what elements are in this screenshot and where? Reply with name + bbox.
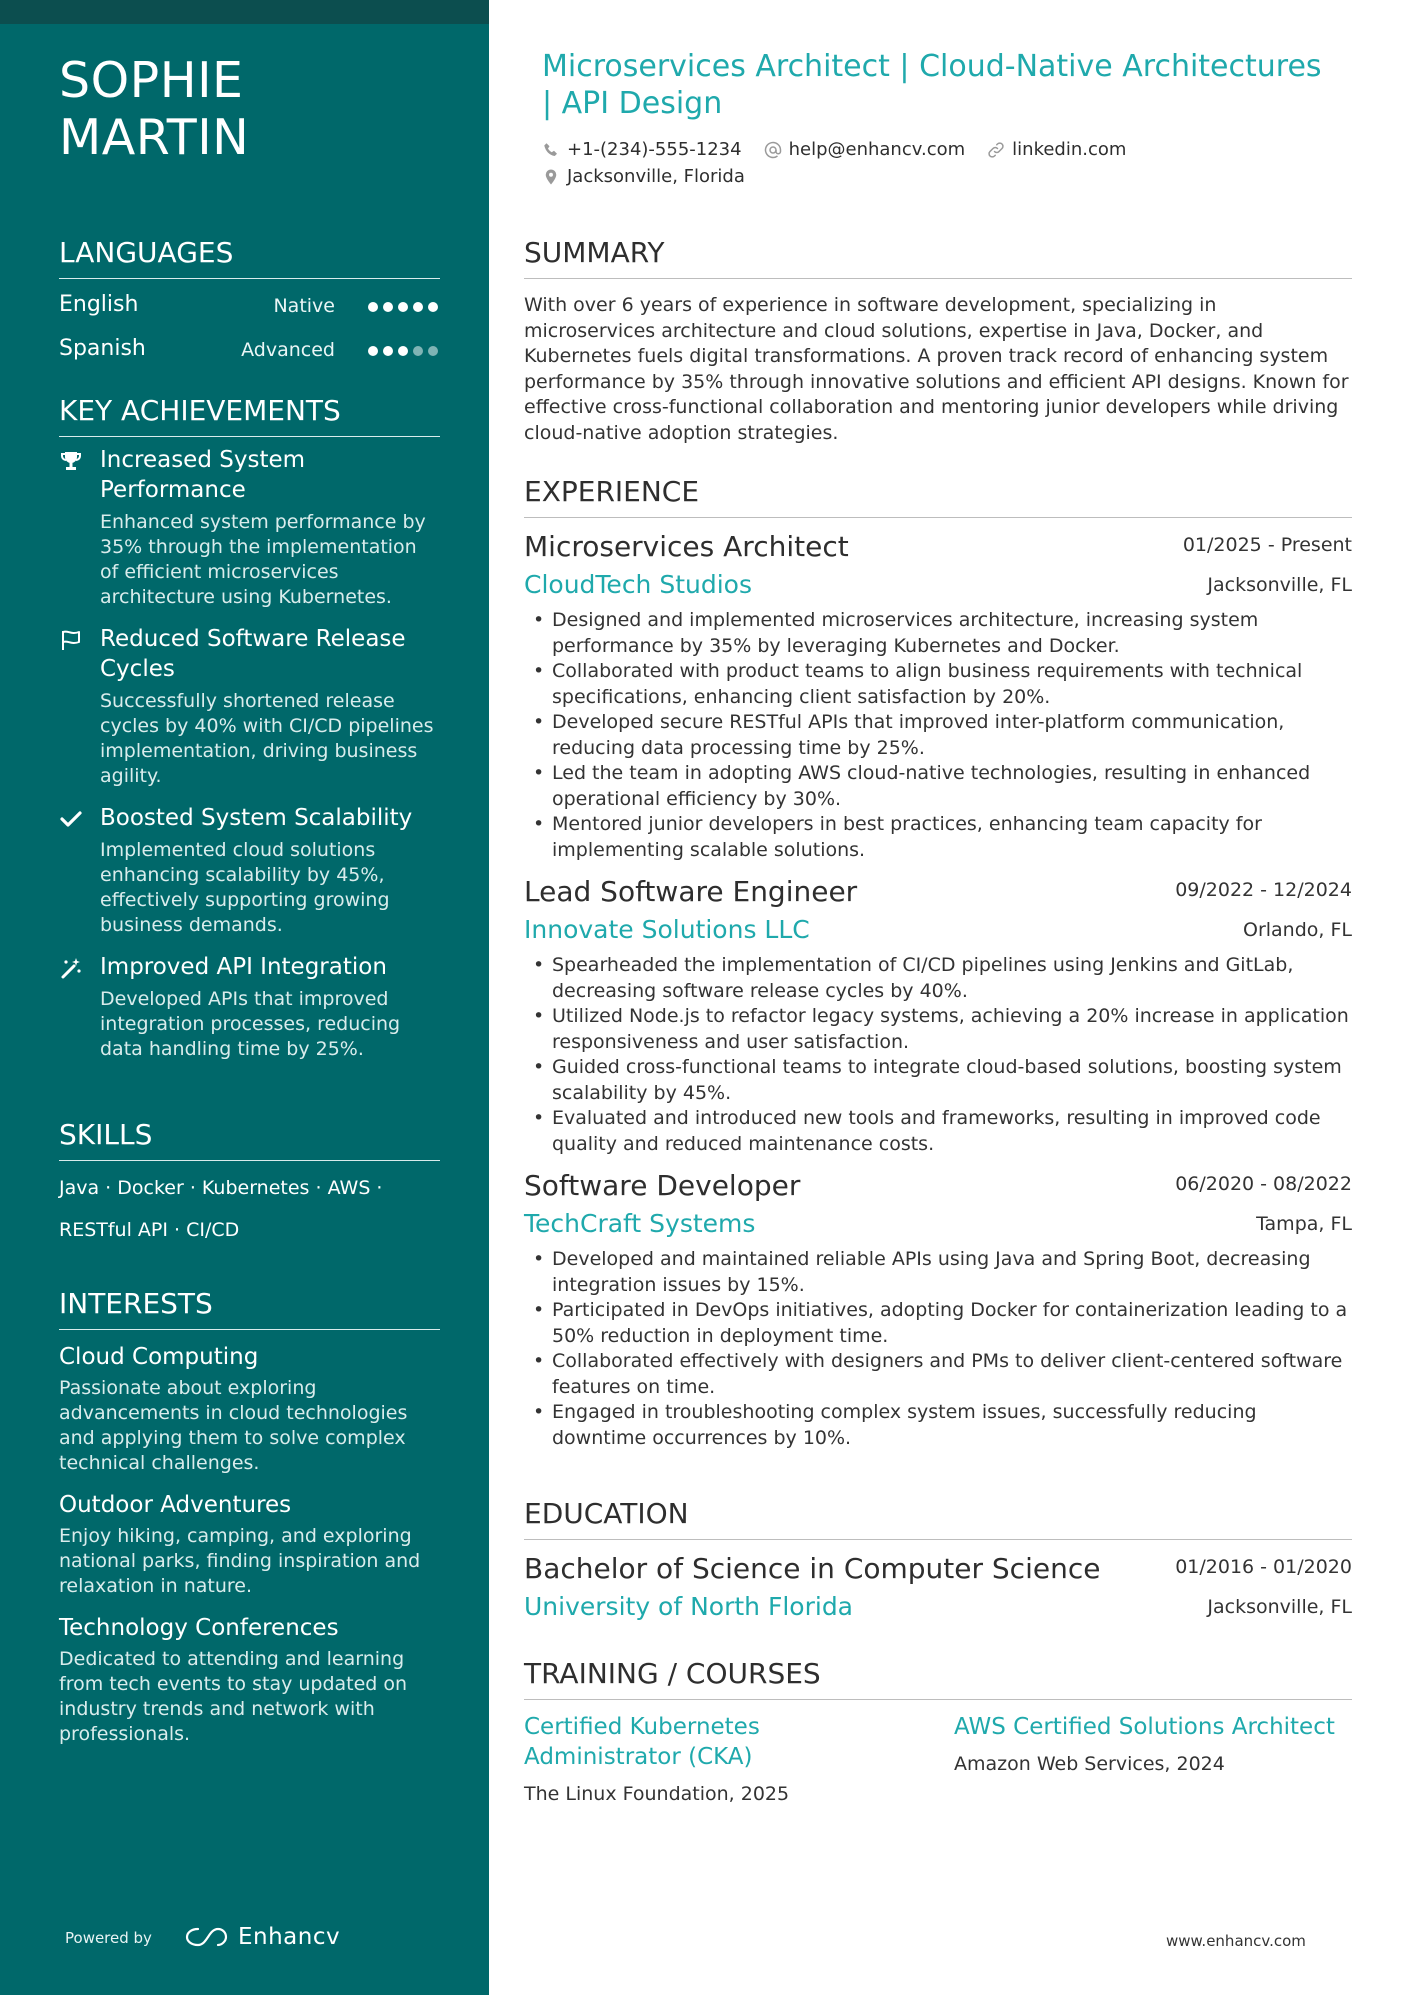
training-section bbox=[524, 1657, 1352, 1822]
job-role: Microservices Architect bbox=[524, 530, 849, 563]
linkedin-text: linkedin.com bbox=[1012, 139, 1127, 160]
job-bullet: • Led the team in adopting AWS cloud-native technologies, resulting in enhanced operational efficiency by 30%. bbox=[524, 761, 1352, 812]
job-location: Tampa, FL bbox=[1256, 1213, 1352, 1235]
language-row bbox=[59, 327, 440, 371]
rating-dot-empty bbox=[413, 346, 423, 356]
job-bullet: • Participated in DevOps initiatives, adopting Docker for containerization leading to a 50% reduction in deployment time. bbox=[524, 1298, 1352, 1349]
enhancv-brand: Enhancv bbox=[238, 1924, 341, 1950]
skills-line: Java · Docker · Kubernetes · AWS · bbox=[59, 1177, 383, 1199]
achievement-title: Improved API Integration bbox=[100, 954, 387, 980]
job-bullet: • Evaluated and introduced new tools and frameworks, resulting in improved code quality and reduced maintenance costs. bbox=[524, 1106, 1352, 1157]
job-bullet: • Guided cross-functional teams to integrate cloud-based solutions, boosting system scalability by 45%. bbox=[524, 1055, 1352, 1106]
achievements-section bbox=[59, 394, 440, 1062]
interest-desc: Passionate about exploring advancements in cloud technologies and applying them to solve complex technical challenges. bbox=[59, 1377, 408, 1474]
contact-info bbox=[542, 136, 1342, 190]
job-location: Orlando, FL bbox=[1242, 919, 1352, 941]
achievement-desc: Enhanced system performance by 35% through the implementation of efficient microservices architecture using Kubernetes. bbox=[100, 511, 426, 608]
course-item bbox=[524, 1712, 854, 1807]
at-icon bbox=[764, 141, 782, 159]
website-link[interactable]: www.enhancv.com bbox=[1166, 1932, 1306, 1950]
training-title: TRAINING / COURSES bbox=[524, 1657, 1352, 1700]
rating-dot-filled bbox=[398, 302, 408, 312]
interest-item bbox=[59, 1613, 440, 1747]
candidate-name bbox=[59, 52, 459, 166]
interest-item bbox=[59, 1342, 440, 1476]
achievement-desc: Implemented cloud solutions enhancing scalability by 45%, effectively supporting growing business demands. bbox=[100, 839, 390, 936]
job-bullets bbox=[524, 1247, 1352, 1451]
job-bullet: • Engaged in troubleshooting complex system issues, successfully reducing downtime occurrences by 10%. bbox=[524, 1400, 1352, 1451]
job-bullet: • Developed secure RESTful APIs that improved inter-platform communication, reducing data processing time by 25%. bbox=[524, 710, 1352, 761]
course-title: Certified Kubernetes Administrator (CKA) bbox=[524, 1714, 760, 1770]
interest-item bbox=[59, 1490, 440, 1599]
flag-icon bbox=[59, 628, 83, 652]
skills-line: RESTful API · CI/CD bbox=[59, 1219, 240, 1241]
job-location: Jacksonville, FL bbox=[1207, 574, 1352, 596]
sidebar-top-band bbox=[0, 0, 489, 24]
enhancv-logo[interactable] bbox=[184, 1921, 340, 1953]
headline: Microservices Architect | Cloud-Native Architectures | API Design bbox=[542, 49, 1322, 121]
rating-dot-filled bbox=[368, 346, 378, 356]
education-title: EDUCATION bbox=[524, 1497, 1352, 1540]
link-icon bbox=[987, 141, 1005, 159]
job-role: Lead Software Engineer bbox=[524, 875, 858, 908]
location-pin-icon bbox=[542, 168, 560, 186]
language-name: Spanish bbox=[59, 336, 146, 361]
achievement-desc: Developed APIs that improved integration processes, reducing data handling time by 25%. bbox=[100, 988, 401, 1060]
interests-section bbox=[59, 1287, 440, 1747]
job-bullet: • Utilized Node.js to refactor legacy systems, achieving a 20% increase in application responsiveness and user satisfaction. bbox=[524, 1004, 1352, 1055]
rating-dot-filled bbox=[413, 302, 423, 312]
job-bullets bbox=[524, 608, 1352, 863]
name-last: MARTIN bbox=[59, 109, 250, 166]
language-rating bbox=[368, 302, 438, 314]
education-section bbox=[524, 1497, 1352, 1626]
job-date: 01/2025 - Present bbox=[1182, 534, 1352, 556]
achievement-item bbox=[59, 445, 440, 610]
achievement-item bbox=[59, 803, 440, 938]
achievement-desc: Successfully shortened release cycles by 40% with CI/CD pipelines implementation, driving business agility. bbox=[100, 690, 434, 787]
course-org: Amazon Web Services, 2024 bbox=[954, 1753, 1225, 1775]
job-bullet: • Collaborated with product teams to align business requirements with technical specifications, enhancing client satisfaction by 20%. bbox=[524, 659, 1352, 710]
job-company: CloudTech Studios bbox=[524, 570, 753, 599]
rating-dot-filled bbox=[383, 346, 393, 356]
achievement-item bbox=[59, 624, 440, 789]
job-date: 06/2020 - 08/2022 bbox=[1175, 1173, 1352, 1195]
interest-title: Outdoor Adventures bbox=[59, 1492, 292, 1518]
education-school: University of North Florida bbox=[524, 1592, 854, 1621]
rating-dot-filled bbox=[383, 302, 393, 312]
check-icon bbox=[59, 807, 83, 831]
trophy-icon bbox=[59, 449, 83, 473]
contact-linkedin[interactable] bbox=[987, 139, 1126, 160]
contact-email[interactable] bbox=[764, 139, 966, 160]
experience-title: EXPERIENCE bbox=[524, 475, 1352, 518]
job-role: Software Developer bbox=[524, 1169, 801, 1202]
skills-section bbox=[59, 1118, 440, 1251]
skills-title: SKILLS bbox=[59, 1118, 440, 1161]
achievements-title: KEY ACHIEVEMENTS bbox=[59, 394, 440, 437]
course-org: The Linux Foundation, 2025 bbox=[524, 1783, 790, 1805]
interest-title: Technology Conferences bbox=[59, 1615, 339, 1641]
interests-title: INTERESTS bbox=[59, 1287, 440, 1330]
language-level: Native bbox=[273, 295, 335, 317]
contact-phone[interactable] bbox=[542, 139, 742, 160]
education-degree: Bachelor of Science in Computer Science bbox=[524, 1552, 1101, 1585]
rating-dot-filled bbox=[398, 346, 408, 356]
language-level: Advanced bbox=[241, 339, 335, 361]
achievement-title: Increased System Performance bbox=[100, 447, 306, 503]
interest-desc: Dedicated to attending and learning from tech events to stay updated on industry trends and network with professionals. bbox=[59, 1648, 408, 1745]
job-entry bbox=[524, 1167, 1352, 1451]
skills-list bbox=[59, 1167, 440, 1251]
contact-location bbox=[542, 166, 745, 187]
job-company: TechCraft Systems bbox=[524, 1209, 756, 1238]
email-text: help@enhancv.com bbox=[788, 139, 966, 160]
powered-by-label: Powered by bbox=[65, 1929, 152, 1947]
achievement-item bbox=[59, 952, 440, 1062]
job-bullets bbox=[524, 953, 1352, 1157]
education-entry bbox=[524, 1550, 1352, 1626]
course-item bbox=[954, 1712, 1354, 1777]
job-bullet: • Designed and implemented microservices architecture, increasing system performance by 35% by leveraging Kubernetes and Docker. bbox=[524, 608, 1352, 659]
language-rating bbox=[368, 346, 438, 358]
job-bullet: • Spearheaded the implementation of CI/CD pipelines using Jenkins and GitLab, decreasing software release cycles by 40%. bbox=[524, 953, 1352, 1004]
phone-icon bbox=[542, 141, 560, 159]
job-bullet: • Mentored junior developers in best practices, enhancing team capacity for implementing scalable solutions. bbox=[524, 812, 1352, 863]
job-entry bbox=[524, 873, 1352, 1157]
experience-section bbox=[524, 475, 1352, 1451]
interest-title: Cloud Computing bbox=[59, 1344, 259, 1370]
achievement-title: Boosted System Scalability bbox=[100, 805, 413, 831]
job-entry bbox=[524, 528, 1352, 863]
rating-dot-empty bbox=[428, 346, 438, 356]
job-date: 09/2022 - 12/2024 bbox=[1175, 879, 1352, 901]
job-bullet: • Developed and maintained reliable APIs using Java and Spring Boot, decreasing integration issues by 15%. bbox=[524, 1247, 1352, 1298]
job-company: Innovate Solutions LLC bbox=[524, 915, 810, 944]
magic-wand-icon bbox=[59, 956, 83, 980]
summary-text: With over 6 years of experience in software development, specializing in microservices architecture and cloud solutions, expertise in Java, Docker, and Kubernetes fuels digital transformations. A proven track record of enhancing system performance by 35% through innovative solutions and efficient API designs. Known for effective cross-functional collaboration and mentoring junior developers while driving cloud-native adoption strategies. bbox=[524, 294, 1349, 444]
sidebar bbox=[0, 0, 489, 1995]
summary-title: SUMMARY bbox=[524, 236, 1352, 279]
location-text: Jacksonville, Florida bbox=[567, 166, 745, 187]
job-bullet: • Collaborated effectively with designers and PMs to deliver client-centered software features on time. bbox=[524, 1349, 1352, 1400]
interest-desc: Enjoy hiking, camping, and exploring national parks, finding inspiration and relaxation in nature. bbox=[59, 1525, 421, 1597]
achievement-title: Reduced Software Release Cycles bbox=[100, 626, 406, 682]
name-first: SOPHIE bbox=[59, 52, 244, 109]
rating-dot-filled bbox=[428, 302, 438, 312]
education-location: Jacksonville, FL bbox=[1207, 1596, 1352, 1618]
language-name: English bbox=[59, 292, 139, 317]
education-date: 01/2016 - 01/2020 bbox=[1175, 1556, 1352, 1578]
rating-dot-filled bbox=[368, 302, 378, 312]
summary-section bbox=[524, 236, 1352, 446]
language-row bbox=[59, 283, 440, 327]
languages-section bbox=[59, 236, 440, 371]
languages-title: LANGUAGES bbox=[59, 236, 440, 279]
phone-text: +1-(234)-555-1234 bbox=[567, 139, 742, 160]
course-title: AWS Certified Solutions Architect bbox=[954, 1714, 1335, 1740]
enhancv-logo-icon bbox=[184, 1925, 230, 1949]
